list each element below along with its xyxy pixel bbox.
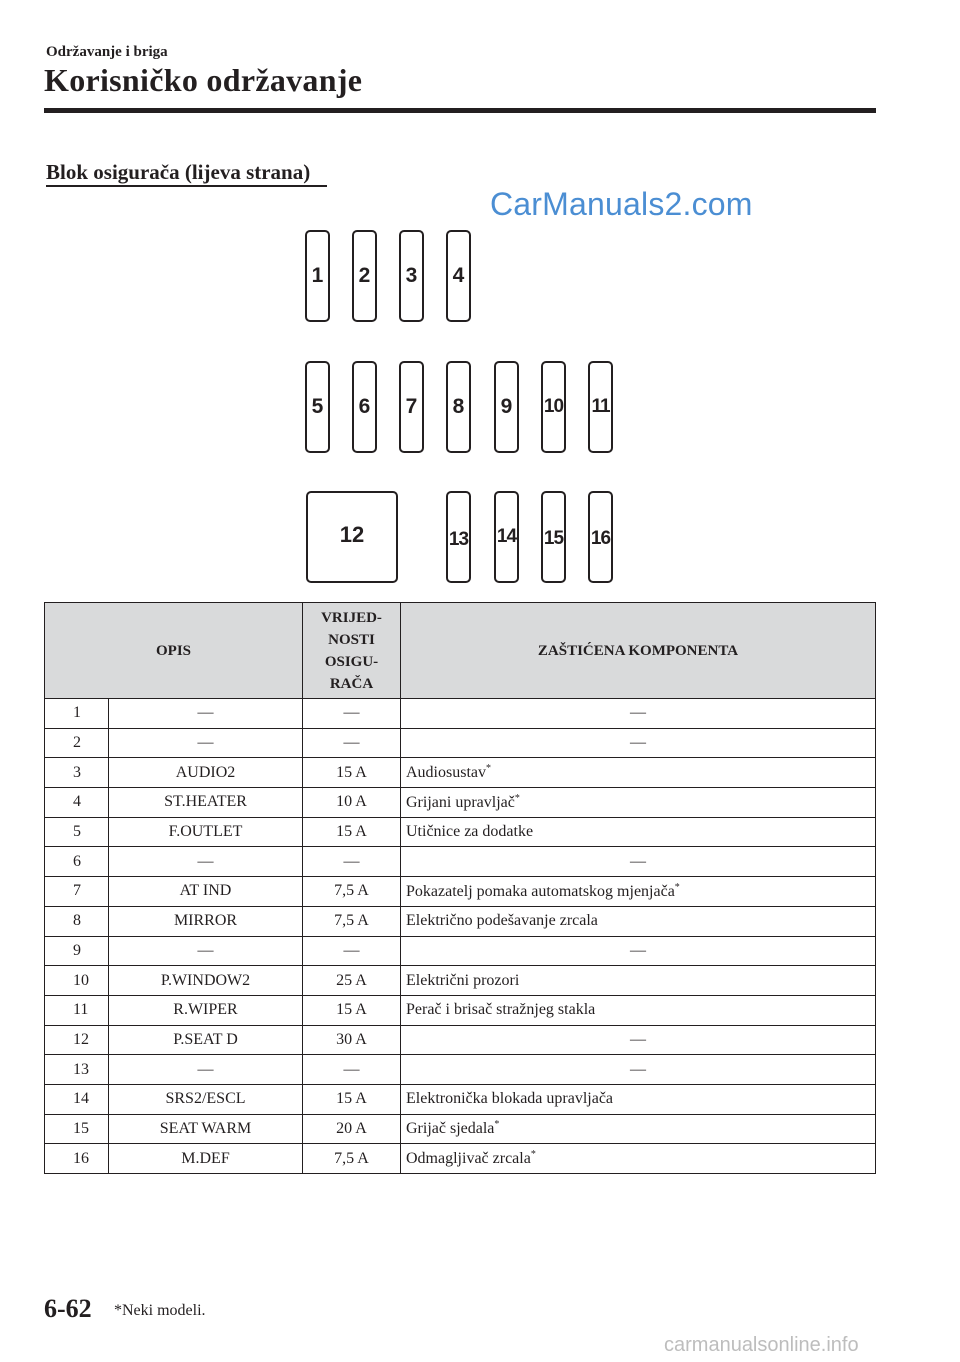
cell-opis-text: AUDIO2 <box>175 763 236 781</box>
cell-value <box>303 699 401 729</box>
table-row <box>45 699 876 729</box>
footnote-star: * <box>486 763 491 775</box>
cell-number <box>45 995 109 1025</box>
cell-number-text: 10 <box>73 971 89 989</box>
cell-opis <box>109 728 303 758</box>
cell-value-text: — <box>343 1060 360 1078</box>
cell-number <box>45 936 109 966</box>
cell-value <box>303 817 401 847</box>
cell-component-text: Odmagljivač zrcala <box>406 1150 531 1168</box>
cell-component <box>401 1055 876 1085</box>
cell-opis-text: F.OUTLET <box>168 823 243 841</box>
table-row <box>45 1025 876 1055</box>
header-vrijednost-line: VRIJED- <box>321 609 382 626</box>
cell-component <box>401 817 876 847</box>
cell-value-text: 15 A <box>336 1090 367 1108</box>
header-vrijednost-line: RAČA <box>329 675 374 692</box>
cell-value-text: 15 A <box>336 1001 367 1019</box>
table-row <box>45 1114 876 1144</box>
footnote-star: * <box>494 1119 500 1131</box>
fuse-5: 5 <box>305 361 330 453</box>
cell-value <box>303 1114 401 1144</box>
fuse-1: 1 <box>305 230 330 322</box>
fuse-3: 3 <box>399 230 424 322</box>
cell-component-text: — <box>630 852 646 870</box>
cell-value-text: 30 A <box>336 1030 367 1048</box>
cell-value-text: 25 A <box>336 971 367 989</box>
table-row <box>45 847 876 877</box>
header-komponenta: ZAŠTIĆENA KOMPONENTA <box>401 603 876 699</box>
table-row <box>45 906 876 936</box>
cell-value <box>303 1025 401 1055</box>
subheading: Blok osigurača (lijeva strana) <box>46 160 311 184</box>
cell-opis-text: — <box>197 734 214 752</box>
fuse-10: 10 <box>541 361 566 453</box>
cell-value-text: 15 A <box>336 823 367 841</box>
section-label: Održavanje i briga <box>46 44 168 60</box>
cell-opis-text: AT IND <box>179 882 232 900</box>
cell-number-text: 16 <box>73 1149 89 1167</box>
cell-number-text: 5 <box>73 823 81 841</box>
cell-component <box>401 966 876 996</box>
cell-number <box>45 817 109 847</box>
fuse-13: 13 <box>446 491 471 583</box>
cell-value-text: — <box>343 704 360 722</box>
cell-number <box>45 847 109 877</box>
cell-opis <box>109 966 303 996</box>
watermark-top: CarManuals2.com <box>490 186 753 222</box>
fuse-7: 7 <box>399 361 424 453</box>
cell-opis <box>109 699 303 729</box>
cell-component <box>401 1114 876 1144</box>
cell-component-text: Perač i brisač stražnjeg stakla <box>406 1001 596 1019</box>
cell-value-text: 7,5 A <box>334 882 369 900</box>
cell-number-text: 14 <box>73 1090 89 1108</box>
fuse-9: 9 <box>494 361 519 453</box>
title-rule <box>44 108 876 113</box>
cell-value <box>303 758 401 788</box>
cell-value <box>303 936 401 966</box>
cell-opis-text: M.DEF <box>181 1149 230 1167</box>
cell-component-text: Audiosustav <box>406 764 486 782</box>
cell-component-text: Pokazatelj pomaka automatskog mjenjača <box>406 882 675 900</box>
footnote-star: * <box>530 1149 536 1161</box>
cell-number-text: 13 <box>73 1060 89 1078</box>
header-opis: OPIS <box>45 603 303 699</box>
cell-component-text: Električni prozori <box>406 971 520 989</box>
cell-number <box>45 1084 109 1114</box>
cell-number <box>45 906 109 936</box>
cell-component <box>401 936 876 966</box>
cell-opis <box>109 906 303 936</box>
cell-component-text: Elektronička blokada upravljača <box>406 1090 614 1108</box>
cell-opis-text: ST.HEATER <box>164 793 247 811</box>
cell-component-text: — <box>630 704 646 722</box>
cell-opis <box>109 788 303 818</box>
cell-component <box>401 728 876 758</box>
cell-number-text: 8 <box>73 912 81 930</box>
fuse-15: 15 <box>541 491 566 583</box>
cell-value-text: — <box>343 734 360 752</box>
cell-component-text: — <box>630 734 646 752</box>
page-title: Korisničko održavanje <box>44 62 363 98</box>
cell-value-text: 7,5 A <box>334 912 369 930</box>
table-row <box>45 1084 876 1114</box>
cell-value <box>303 1144 401 1174</box>
cell-number-text: 15 <box>73 1119 89 1137</box>
cell-value <box>303 788 401 818</box>
cell-number-text: 1 <box>73 704 81 722</box>
cell-opis <box>109 1084 303 1114</box>
cell-number <box>45 699 109 729</box>
table-row <box>45 877 876 907</box>
cell-component-text: — <box>630 1030 646 1048</box>
fuse-12: 12 <box>306 491 398 583</box>
cell-opis <box>109 847 303 877</box>
cell-value-text: 10 A <box>336 793 367 811</box>
cell-value <box>303 906 401 936</box>
cell-value-text: 20 A <box>336 1119 367 1137</box>
cell-opis-text: SEAT WARM <box>159 1119 252 1137</box>
cell-value-text: — <box>343 941 360 959</box>
cell-value <box>303 1084 401 1114</box>
cell-number <box>45 877 109 907</box>
footnote-star: * <box>674 881 680 893</box>
fuse-11: 11 <box>588 361 613 453</box>
cell-number <box>45 788 109 818</box>
page-number: 6-62 <box>44 1294 92 1323</box>
fuse-table <box>44 602 876 1174</box>
cell-opis <box>109 1114 303 1144</box>
cell-opis-text: SRS2/ESCL <box>165 1090 246 1108</box>
cell-component-text: Električno podešavanje zrcala <box>406 912 598 930</box>
cell-opis-text: P.WINDOW2 <box>160 971 251 989</box>
cell-number-text: 2 <box>73 734 81 752</box>
header-vrijednost-line: NOSTI <box>328 631 375 648</box>
table-row <box>45 966 876 996</box>
cell-opis <box>109 936 303 966</box>
cell-number <box>45 758 109 788</box>
table-row <box>45 817 876 847</box>
cell-component <box>401 1144 876 1174</box>
cell-component <box>401 758 876 788</box>
table-row <box>45 995 876 1025</box>
cell-number <box>45 728 109 758</box>
cell-opis <box>109 758 303 788</box>
cell-value <box>303 966 401 996</box>
cell-component-text: Utičnice za dodatke <box>406 823 534 841</box>
table-row <box>45 728 876 758</box>
cell-component-text: Grijani upravljač <box>406 793 515 811</box>
fuse-4: 4 <box>446 230 471 322</box>
cell-opis-text: — <box>197 1060 214 1078</box>
table-row <box>45 758 876 788</box>
cell-number-text: 7 <box>73 882 81 900</box>
cell-component <box>401 906 876 936</box>
watermark-bottom: carmanualsonline.info <box>664 1334 859 1356</box>
cell-component <box>401 1084 876 1114</box>
cell-opis <box>109 1055 303 1085</box>
cell-number <box>45 1114 109 1144</box>
cell-component <box>401 995 876 1025</box>
table-row <box>45 1055 876 1085</box>
cell-component <box>401 847 876 877</box>
header-vrijednost <box>303 603 401 699</box>
cell-opis <box>109 1025 303 1055</box>
cell-opis-text: — <box>197 852 214 870</box>
cell-opis <box>109 1144 303 1174</box>
cell-number-text: 6 <box>73 852 81 870</box>
fuse-2: 2 <box>352 230 377 322</box>
cell-component-text: — <box>630 941 646 959</box>
cell-number <box>45 1144 109 1174</box>
cell-value <box>303 1055 401 1085</box>
table-header-row <box>45 603 876 699</box>
footnote: *Neki modeli. <box>114 1302 206 1319</box>
cell-component-text: — <box>630 1060 646 1078</box>
cell-number-text: 11 <box>73 1001 89 1019</box>
cell-opis <box>109 995 303 1025</box>
table-row <box>45 1144 876 1174</box>
fuse-6: 6 <box>352 361 377 453</box>
cell-opis-text: R.WIPER <box>173 1001 238 1019</box>
cell-opis-text: P.SEAT D <box>173 1030 238 1048</box>
cell-number-text: 12 <box>73 1030 89 1048</box>
cell-value <box>303 877 401 907</box>
cell-number <box>45 966 109 996</box>
cell-value-text: 15 A <box>336 763 367 781</box>
header-vrijednost-line: OSIGU- <box>324 653 379 670</box>
fuse-14: 14 <box>494 491 519 583</box>
cell-number <box>45 1055 109 1085</box>
footnote-star: * <box>514 792 520 804</box>
cell-number-text: 3 <box>73 763 81 781</box>
cell-component <box>401 788 876 818</box>
table-row <box>45 936 876 966</box>
cell-component <box>401 699 876 729</box>
cell-opis <box>109 877 303 907</box>
fuse-8: 8 <box>446 361 471 453</box>
cell-value-text: 7,5 A <box>334 1149 369 1167</box>
cell-component <box>401 877 876 907</box>
cell-component-text: Grijač sjedala <box>406 1120 495 1138</box>
cell-number-text: 9 <box>73 941 81 959</box>
fuse-16: 16 <box>588 491 613 583</box>
cell-opis <box>109 817 303 847</box>
cell-component <box>401 1025 876 1055</box>
cell-number <box>45 1025 109 1055</box>
cell-number-text: 4 <box>73 793 81 811</box>
cell-value-text: — <box>343 852 360 870</box>
cell-value <box>303 728 401 758</box>
cell-value <box>303 995 401 1025</box>
cell-opis-text: MIRROR <box>173 912 238 930</box>
subheading-underline <box>46 185 327 187</box>
cell-value <box>303 847 401 877</box>
cell-opis-text: — <box>197 941 214 959</box>
table-row <box>45 788 876 818</box>
cell-opis-text: — <box>197 704 214 722</box>
